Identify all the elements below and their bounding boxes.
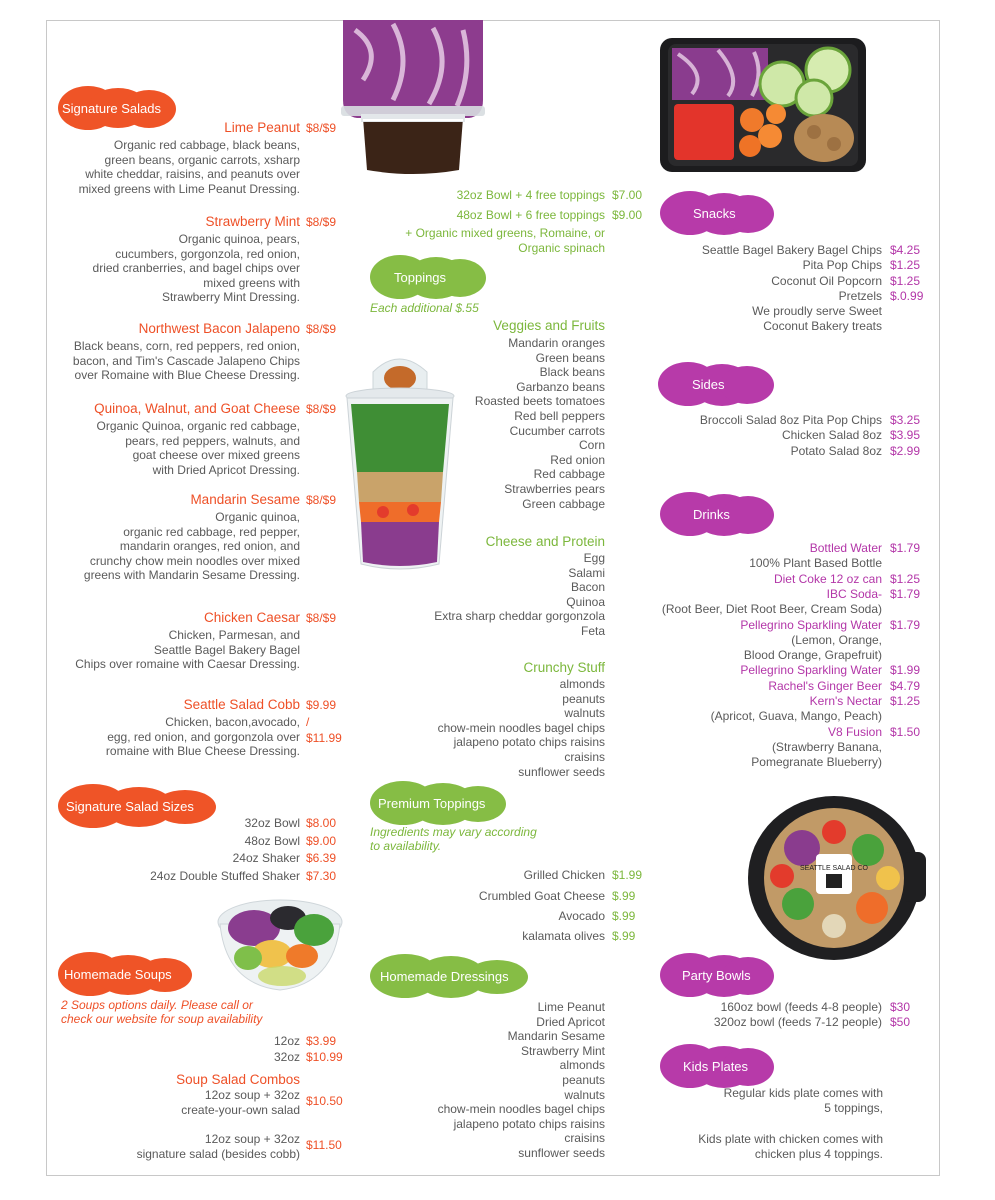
dressing-item: Mandarin Sesame <box>507 1029 605 1044</box>
premium-price: $.99 <box>612 889 636 903</box>
veg-item: Corn <box>578 438 605 453</box>
bowl-option: 48oz Bowl + 6 free toppings <box>456 208 605 222</box>
dressing-item: chow-mein noodles bagel chips <box>437 1102 605 1117</box>
salad-desc-line: white cheddar, raisins, and peanuts over <box>85 167 300 182</box>
premium-price: $1.99 <box>612 868 643 882</box>
kids-text-line: 5 toppings, <box>824 1101 883 1116</box>
drinks-badge <box>660 492 774 536</box>
dressing-item: Dried Apricot <box>536 1014 605 1029</box>
toppings-note: Each additional $.55 <box>370 301 479 315</box>
combo-desc-line: signature salad (besides cobb) <box>136 1146 300 1161</box>
soup-size: 12oz <box>273 1034 300 1048</box>
premium-toppings-badge <box>370 781 506 825</box>
combo-description <box>137 1132 300 1161</box>
dressing-item: peanuts <box>562 1072 605 1087</box>
salad-description <box>73 339 300 383</box>
drink-price: $1.25 <box>890 571 921 586</box>
sides-badge <box>658 362 774 406</box>
side-name: Potato Salad 8oz <box>790 443 882 458</box>
drinks-label: Drinks <box>693 506 730 522</box>
cheese-item: Egg <box>583 551 605 565</box>
salad-desc-line: dried cranberries, and bagel chips over <box>92 261 300 276</box>
snacks-badge <box>660 191 774 235</box>
premium-toppings-label: Premium Toppings <box>378 795 486 811</box>
dressings-list <box>438 1000 605 1161</box>
party-bowl-logo: SEATTLE SALAD CO <box>800 865 868 872</box>
salad-price: $9.99 <box>306 698 337 712</box>
premium-topping: kalamata olives <box>522 929 605 943</box>
snack-price: $4.25 <box>890 243 921 257</box>
salad-desc-line: over Romaine with Blue Cheese Dressing. <box>74 368 300 383</box>
snack-tray-image <box>658 34 868 176</box>
salad-desc-line: Organic quinoa, pears, <box>178 232 300 246</box>
premium-topping: Grilled Chicken <box>523 868 605 882</box>
drink-detail: (Lemon, Orange, <box>791 632 882 647</box>
salad-desc-line: goat cheese over mixed greens <box>132 448 300 463</box>
party-bowls-label: Party Bowls <box>682 967 751 983</box>
party-bowl-size: 320oz bowl (feeds 7-12 people) <box>713 1015 882 1030</box>
salad-desc-line: organic red cabbage, red pepper, <box>123 524 300 539</box>
combos-title: Soup Salad Combos <box>176 1072 300 1087</box>
salad-description <box>97 419 300 477</box>
crunchy-item: chow-mein noodles bagel chips <box>437 720 605 735</box>
drink-detail: (Apricot, Guava, Mango, Peach) <box>710 709 882 724</box>
drink-name: Diet Coke 12 oz can <box>773 571 882 586</box>
kids-text-line: Regular kids plate comes with <box>723 1086 883 1100</box>
party-bowl-price: $50 <box>890 1015 911 1030</box>
salad-desc-line: mixed greens with <box>203 275 300 290</box>
veg-item: Strawberries pears <box>504 481 605 496</box>
salad-name: Quinoa, Walnut, and Goat Cheese <box>94 401 300 416</box>
soups-note: 2 Soups options daily. Please call or check our website for soup availability <box>61 998 263 1026</box>
soup-price: $3.99 <box>306 1034 337 1048</box>
soup-size: 32oz <box>273 1049 300 1064</box>
salad-desc-line: greens with Mandarin Sesame Dressing. <box>83 568 300 583</box>
snack-price: $.0.99 <box>890 288 924 303</box>
salad-desc-line: Organic Quinoa, organic red cabbage, <box>96 419 300 433</box>
drink-name: V8 Fusion <box>827 724 882 739</box>
combo-price: $10.50 <box>306 1094 343 1108</box>
salad-name: Chicken Caesar <box>203 610 300 625</box>
crunchy-item: walnuts <box>564 706 605 721</box>
veg-item: Cucumber carrots <box>509 423 605 438</box>
salad-name: Strawberry Mint <box>205 214 300 229</box>
salad-desc-line: pears, red peppers, walnuts, and <box>125 433 300 448</box>
salad-name: Northwest Bacon Jalapeno <box>138 321 300 336</box>
kids-text-line: Kids plate with chicken comes with <box>698 1131 883 1146</box>
size-name: 24oz Shaker <box>232 851 300 865</box>
snack-price: $1.25 <box>890 273 921 288</box>
veg-item: Red bell peppers <box>514 408 605 423</box>
salad-name: Seattle Salad Cobb <box>183 697 300 712</box>
drink-detail: Pomegranate Blueberry) <box>751 755 882 770</box>
crunchy-item: craisins <box>564 749 605 764</box>
salad-desc-line: Strawberry Mint Dressing. <box>161 290 300 305</box>
side-name: Broccoli Salad 8oz Pita Pop Chips <box>699 413 882 427</box>
drink-name: Kern's Nectar <box>809 694 882 708</box>
kids-plates-label: Kids Plates <box>683 1058 749 1074</box>
crunchy-title: Crunchy Stuff <box>523 660 605 675</box>
drink-price: $1.79 <box>890 586 921 601</box>
snack-name: Coconut Oil Popcorn <box>771 273 882 288</box>
size-name: 24oz Double Stuffed Shaker <box>150 868 300 883</box>
veg-item: Green beans <box>535 350 605 365</box>
soups-badge <box>58 952 192 996</box>
drink-detail: 100% Plant Based Bottle <box>749 556 882 571</box>
salad-cup-image <box>343 352 457 574</box>
cheese-title: Cheese and Protein <box>485 534 605 549</box>
veg-item: Black beans <box>539 365 605 380</box>
dressing-item: jalapeno potato chips raisins <box>453 1116 605 1131</box>
side-price: $3.25 <box>890 413 921 427</box>
salad-price-large: $11.99 <box>306 731 342 745</box>
size-price: $7.30 <box>306 868 337 883</box>
premium-topping: Avocado <box>558 909 605 923</box>
salad-shaker-image <box>333 20 493 178</box>
kids-text <box>698 1086 883 1162</box>
kids-text-line <box>698 1117 883 1132</box>
premium-price: $.99 <box>612 909 636 923</box>
dressing-item: Lime Peanut <box>537 1000 605 1014</box>
combo-desc-line: 12oz soup + 32oz <box>204 1132 300 1146</box>
veg-item: Green cabbage <box>522 496 605 511</box>
dressings-label: Homemade Dressings <box>380 968 509 984</box>
crunchy-item: peanuts <box>562 691 605 706</box>
salad-description <box>79 138 300 196</box>
party-bowl-size: 160oz bowl (feeds 4-8 people) <box>720 1000 882 1014</box>
soups-label: Homemade Soups <box>64 966 172 982</box>
salad-desc-line: crunchy chow mein noodles over mixed <box>89 553 300 568</box>
salad-desc-line: Chips over romaine with Caesar Dressing. <box>75 657 300 672</box>
salad-sizes-badge <box>58 784 216 828</box>
salad-desc-line: Chicken, Parmesan, and <box>168 628 300 642</box>
drink-price: $1.79 <box>890 541 921 555</box>
salad-desc-line: egg, red onion, and gorgonzola over <box>107 729 300 744</box>
salad-desc-line: Organic red cabbage, black beans, <box>113 138 300 152</box>
salad-bowl-image <box>214 892 346 994</box>
salad-price-sep: / <box>306 715 310 729</box>
snacks-note: We proudly serve Sweet Coconut Bakery treats <box>752 304 882 333</box>
salad-price: $8/$9 <box>306 611 337 625</box>
veg-item: Roasted beets tomatoes <box>474 394 605 409</box>
kids-plates-badge <box>660 1044 774 1088</box>
cheese-item: Feta <box>580 623 605 638</box>
side-name: Chicken Salad 8oz <box>781 428 882 443</box>
toppings-badge <box>370 255 486 299</box>
bowl-option: 32oz Bowl + 4 free toppings <box>456 188 605 202</box>
cheese-list <box>434 551 605 639</box>
drink-price: $1.99 <box>890 663 921 678</box>
salad-price: $8/$9 <box>306 402 337 416</box>
drink-price: $1.25 <box>890 694 921 708</box>
salad-desc-line: with Dried Apricot Dressing. <box>152 462 300 477</box>
salad-price: $8/$9 <box>306 215 337 229</box>
drink-name: Pellegrino Sparkling Water <box>740 663 882 678</box>
snack-name: Pita Pop Chips <box>802 258 882 273</box>
salad-name: Lime Peanut <box>224 120 300 135</box>
bowl-price: $9.00 <box>612 208 643 222</box>
dressing-item: almonds <box>559 1058 605 1073</box>
soup-price: $10.99 <box>306 1049 343 1064</box>
dressing-item: sunflower seeds <box>518 1145 605 1160</box>
size-price: $8.00 <box>306 816 337 830</box>
veg-item: Red onion <box>550 452 605 467</box>
signature-salads-badge <box>58 86 176 130</box>
veg-item: Red cabbage <box>533 467 605 482</box>
snacks-label: Snacks <box>693 205 736 221</box>
salad-description <box>106 715 300 759</box>
cheese-item: Extra sharp cheddar gorgonzola <box>434 609 605 624</box>
drink-name: IBC Soda- <box>826 586 882 601</box>
combo-price: $11.50 <box>306 1138 342 1152</box>
kids-text-line: chicken plus 4 toppings. <box>754 1147 883 1162</box>
drink-detail: (Strawberry Banana, <box>771 739 882 754</box>
salad-description <box>84 510 300 583</box>
salad-desc-line: Organic quinoa, <box>215 510 300 524</box>
snack-name: Seattle Bagel Bakery Bagel Chips <box>701 243 882 257</box>
crunchy-list <box>438 677 605 779</box>
size-name: 48oz Bowl <box>244 833 300 848</box>
cheese-item: Bacon <box>570 580 605 595</box>
salad-desc-line: cucumbers, gorgonzola, red onion, <box>115 246 300 261</box>
size-name: 32oz Bowl <box>244 816 300 830</box>
drink-price: $1.79 <box>890 617 921 632</box>
crunchy-item: jalapeno potato chips raisins <box>453 735 605 750</box>
salad-description <box>75 628 300 672</box>
signature-salads-label: Signature Salads <box>62 100 162 116</box>
salad-desc-line: Seattle Bagel Bakery Bagel <box>153 642 300 657</box>
size-price: $9.00 <box>306 833 337 848</box>
cheese-item: Salami <box>568 565 605 580</box>
veg-item: Garbanzo beans <box>516 379 605 394</box>
cheese-item: Quinoa <box>566 594 605 609</box>
salad-desc-line: green beans, organic carrots, xsharp <box>104 152 300 167</box>
veg-item: Mandarin oranges <box>508 336 605 350</box>
party-bowl-price: $30 <box>890 1000 911 1014</box>
combo-description <box>181 1088 300 1117</box>
premium-price: $.99 <box>612 929 636 943</box>
bowl-price: $7.00 <box>612 188 643 202</box>
drink-detail: Blood Orange, Grapefruit) <box>743 648 882 663</box>
party-bowl-image <box>742 792 928 962</box>
sides-label: Sides <box>692 376 725 392</box>
side-price: $3.95 <box>890 428 921 443</box>
dressing-item: craisins <box>564 1131 605 1146</box>
drink-name: Bottled Water <box>809 541 882 555</box>
side-price: $2.99 <box>890 443 921 458</box>
combo-desc-line: 12oz soup + 32oz <box>204 1088 300 1102</box>
snack-price: $1.25 <box>890 258 921 273</box>
veg-list <box>475 336 605 511</box>
salad-desc-line: Black beans, corn, red peppers, red onion, <box>73 339 300 353</box>
salad-name: Mandarin Sesame <box>190 492 300 507</box>
veg-title: Veggies and Fruits <box>493 318 605 333</box>
drink-name: Pellegrino Sparkling Water <box>740 617 882 632</box>
size-price: $6.39 <box>306 851 337 865</box>
drink-name: Rachel's Ginger Beer <box>768 678 882 693</box>
premium-topping: Crumbled Goat Cheese <box>478 889 605 903</box>
salad-desc-line: mandarin oranges, red onion, and <box>119 539 300 554</box>
dressing-item: Strawberry Mint <box>520 1043 605 1058</box>
greens-options: + Organic mixed greens, Romaine, or Organic spinach <box>405 226 605 255</box>
drink-price: $1.50 <box>890 724 921 739</box>
salad-desc-line: bacon, and Tim's Cascade Jalapeno Chips <box>72 353 300 368</box>
salad-price: $8/$9 <box>306 493 337 507</box>
salad-price: $8/$9 <box>306 121 337 135</box>
crunchy-item: sunflower seeds <box>518 764 605 779</box>
salad-price: $8/$9 <box>306 322 337 336</box>
salad-desc-line: mixed greens with Lime Peanut Dressing. <box>78 181 300 196</box>
snack-name: Pretzels <box>838 288 882 303</box>
salad-sizes-label: Signature Salad Sizes <box>66 798 194 814</box>
party-bowls-badge <box>660 953 774 997</box>
premium-note: Ingredients may vary according to availability. <box>370 825 537 853</box>
dressings-badge <box>370 954 528 998</box>
drink-price: $4.79 <box>890 678 921 693</box>
toppings-label: Toppings <box>394 269 447 285</box>
salad-desc-line: Chicken, bacon,avocado, <box>165 715 300 729</box>
salad-desc-line: romaine with Blue Cheese Dressing. <box>105 744 300 759</box>
dressing-item: walnuts <box>564 1087 605 1102</box>
combo-desc-line: create-your-own salad <box>181 1102 300 1117</box>
drink-detail: (Root Beer, Diet Root Beer, Cream Soda) <box>661 602 882 617</box>
salad-description <box>93 232 300 305</box>
crunchy-item: almonds <box>559 677 605 691</box>
